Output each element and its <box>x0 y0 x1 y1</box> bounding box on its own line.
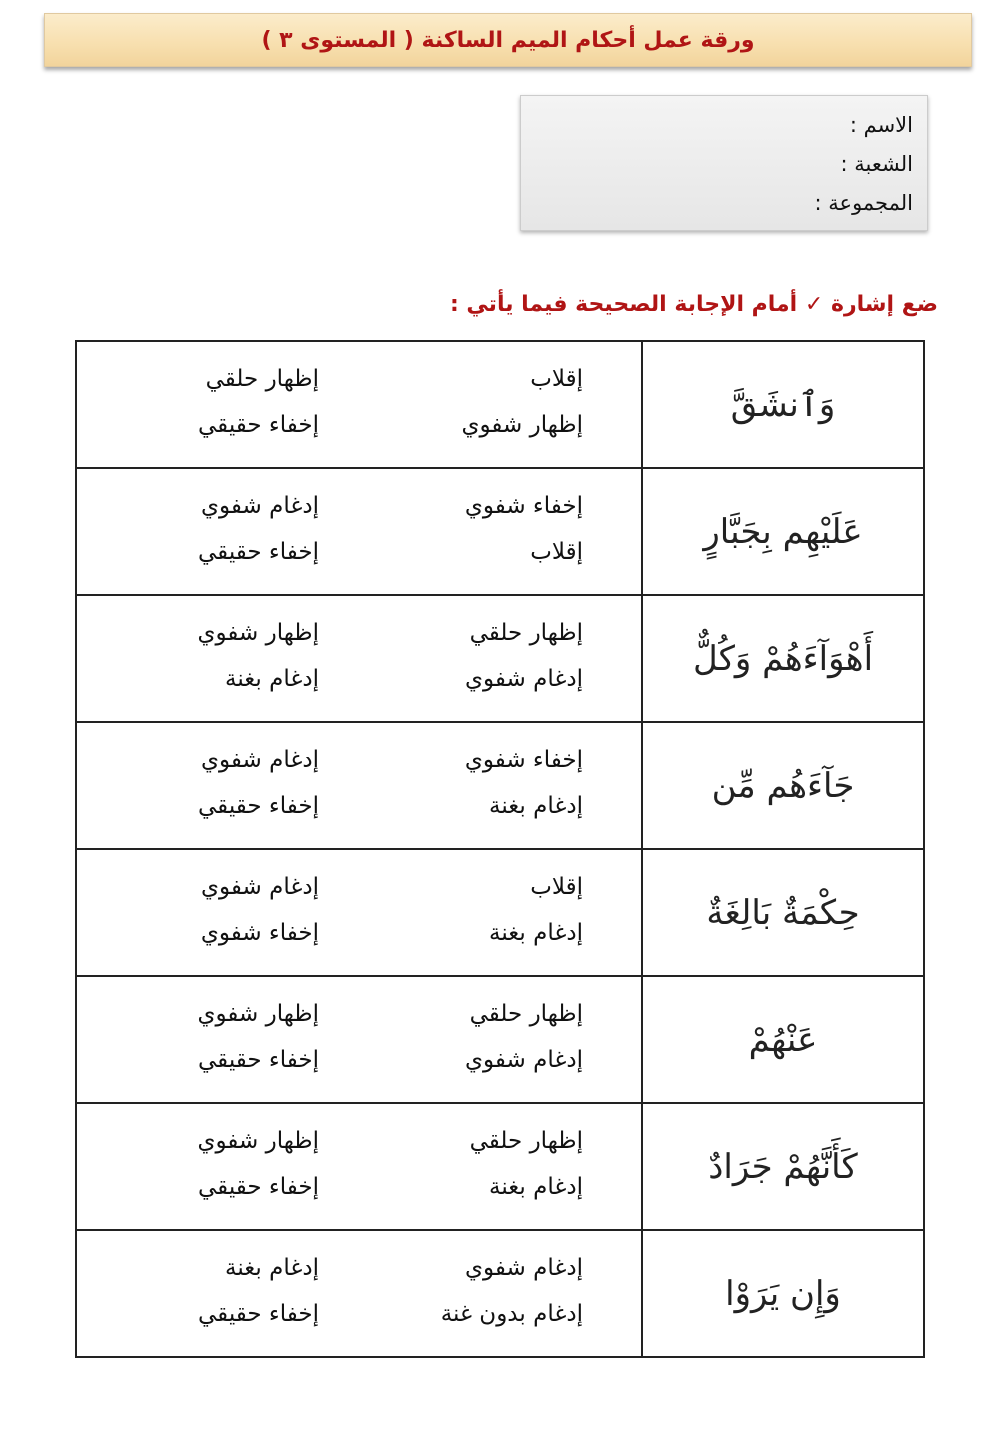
options-cell <box>76 468 642 595</box>
answer-option[interactable]: إخفاء حقيقي <box>198 1047 319 1073</box>
quran-word: جَآءَهُم مِّن <box>642 722 924 849</box>
answer-option[interactable]: إظهار شفوي <box>461 412 583 438</box>
question-row <box>76 976 924 1103</box>
group-field-label[interactable]: المجموعة : <box>814 191 913 215</box>
answer-option[interactable]: إظهار شفوي <box>197 1128 319 1154</box>
answer-option[interactable]: إدغام شفوي <box>200 747 319 773</box>
name-field-label[interactable]: الاسم : <box>849 113 913 137</box>
answer-option[interactable]: إقلاب <box>530 366 583 392</box>
question-row <box>76 468 924 595</box>
quran-word: وَٱنشَقَّ <box>642 341 924 468</box>
options-cell <box>76 1230 642 1357</box>
answer-option[interactable]: إدغام شفوي <box>200 493 319 519</box>
answer-option[interactable]: إظهار حلقي <box>469 1001 583 1027</box>
answer-option[interactable]: إدغام بدون غنة <box>440 1301 583 1327</box>
answer-option[interactable]: إظهار شفوي <box>197 1001 319 1027</box>
options-cell <box>76 1103 642 1230</box>
answer-option[interactable]: إخفاء حقيقي <box>198 1174 319 1200</box>
section-field-label[interactable]: الشعبة : <box>840 152 913 176</box>
answer-option[interactable]: إخفاء شفوي <box>200 920 319 946</box>
quran-word: عَنْهُمْ <box>642 976 924 1103</box>
answer-option[interactable]: إظهار حلقي <box>469 1128 583 1154</box>
question-table <box>75 340 925 1358</box>
options-cell <box>76 976 642 1103</box>
answer-option[interactable]: إظهار حلقي <box>205 366 319 392</box>
question-row <box>76 722 924 849</box>
answer-option[interactable]: إدغام بغنة <box>489 1174 583 1200</box>
quran-word: حِكْمَةٌ بَالِغَةٌ <box>642 849 924 976</box>
quran-word: عَلَيْهِم بِجَبَّارٍ <box>642 468 924 595</box>
quran-word: وَإِن يَرَوْا <box>642 1230 924 1357</box>
answer-option[interactable]: إقلاب <box>530 539 583 565</box>
question-row <box>76 1103 924 1230</box>
answer-option[interactable]: إقلاب <box>530 874 583 900</box>
question-row <box>76 1230 924 1357</box>
quran-word: كَأَنَّهُمْ جَرَادٌ <box>642 1103 924 1230</box>
answer-option[interactable]: إدغام بغنة <box>225 1255 319 1281</box>
options-cell <box>76 849 642 976</box>
student-info-box <box>520 95 928 231</box>
options-cell <box>76 341 642 468</box>
title-banner <box>44 13 972 67</box>
options-cell <box>76 595 642 722</box>
answer-option[interactable]: إخفاء حقيقي <box>198 1301 319 1327</box>
answer-option[interactable]: إدغام شفوي <box>464 1047 583 1073</box>
answer-option[interactable]: إدغام شفوي <box>464 1255 583 1281</box>
answer-option[interactable]: إخفاء حقيقي <box>198 793 319 819</box>
question-row <box>76 341 924 468</box>
question-row <box>76 849 924 976</box>
answer-option[interactable]: إظهار حلقي <box>469 620 583 646</box>
question-row <box>76 595 924 722</box>
answer-option[interactable]: إخفاء حقيقي <box>198 412 319 438</box>
instruction-text: ضع إشارة ✓ أمام الإجابة الصحيحة فيما يأتي : <box>449 292 938 317</box>
answer-option[interactable]: إدغام بغنة <box>489 793 583 819</box>
answer-option[interactable]: إخفاء شفوي <box>464 493 583 519</box>
quran-word: أَهْوَآءَهُمْ وَكُلٌّ <box>642 595 924 722</box>
answer-option[interactable]: إدغام شفوي <box>464 666 583 692</box>
answer-option[interactable]: إدغام بغنة <box>225 666 319 692</box>
answer-option[interactable]: إدغام بغنة <box>489 920 583 946</box>
options-cell <box>76 722 642 849</box>
worksheet-title: ورقة عمل أحكام الميم الساكنة ( المستوى ٣ ) <box>261 27 755 53</box>
answer-option[interactable]: إدغام شفوي <box>200 874 319 900</box>
answer-option[interactable]: إخفاء حقيقي <box>198 539 319 565</box>
answer-option[interactable]: إظهار شفوي <box>197 620 319 646</box>
answer-option[interactable]: إخفاء شفوي <box>464 747 583 773</box>
